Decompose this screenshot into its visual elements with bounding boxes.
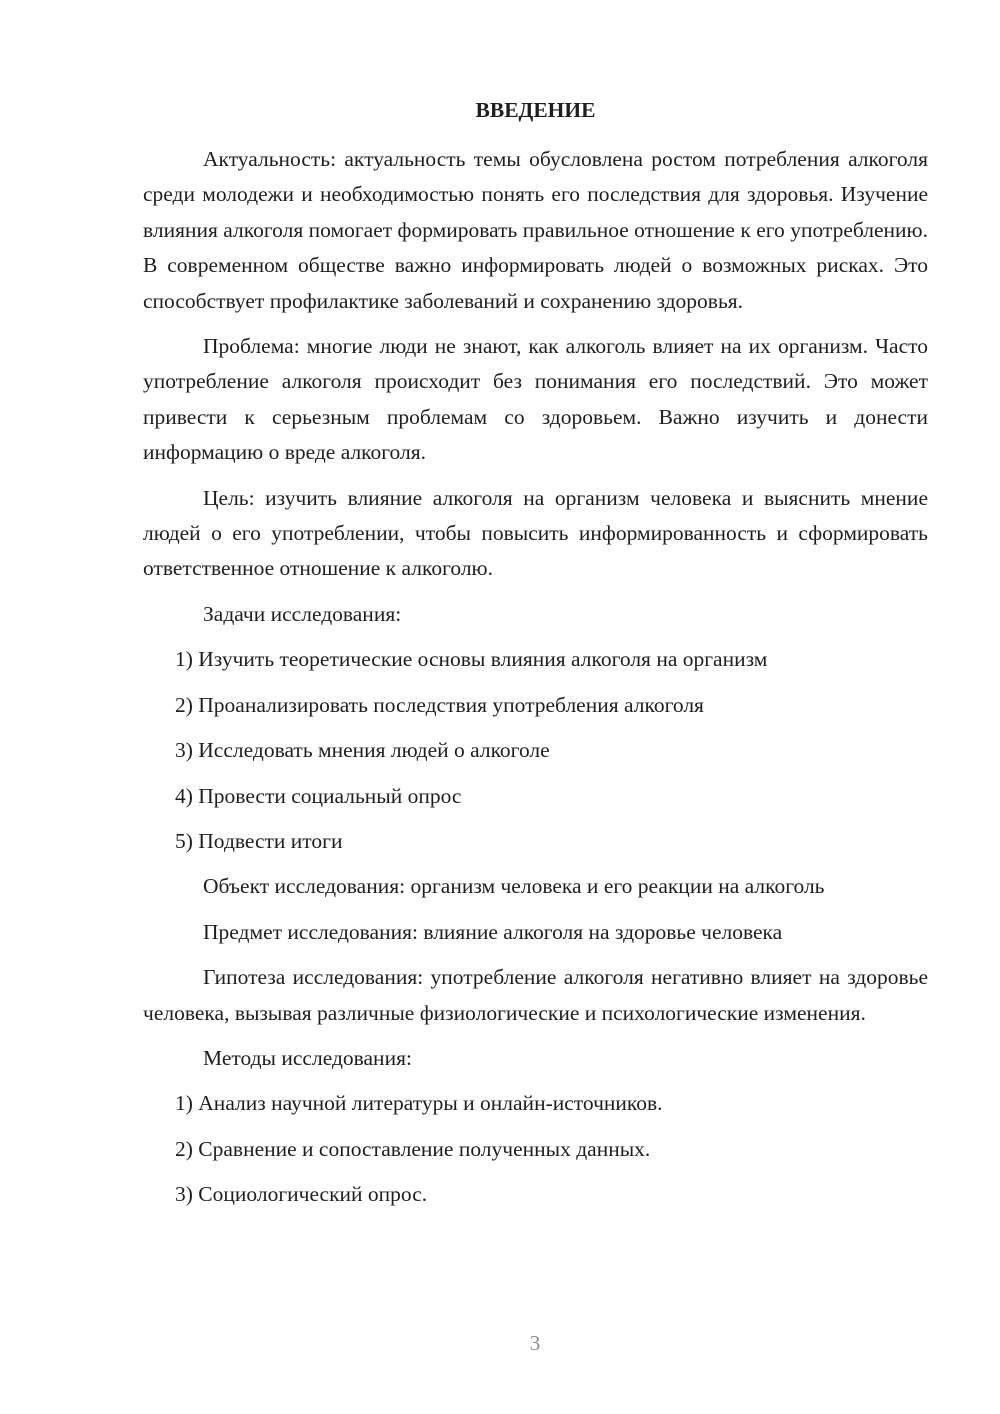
research-hypothesis: Гипотеза исследования: употребление алкоголя негативно влияет на здоровье человека, вызывая различные физиологические и психологические изменения. (143, 965, 928, 1025)
page-number: 3 (529, 1331, 541, 1355)
task-item: 3) Исследовать мнения людей о алкоголе (175, 738, 550, 763)
research-subject: Предмет исследования: влияние алкоголя на здоровье человека (203, 919, 783, 944)
problem-paragraph: Проблема: многие люди не знают, как алкоголь влияет на их организм. Часто употребление алкоголя происходит без понимания его последствий. Это может привести к серьезным проблемам со здоровьем. Важно изучить и донести информацию о вреде алкоголя. (143, 334, 928, 465)
method-item: 3) Социологический опрос. (175, 1182, 428, 1207)
research-object: Объект исследования: организм человека и его реакции на алкоголь (203, 874, 825, 899)
method-item: 1) Анализ научной литературы и онлайн-источников. (175, 1091, 663, 1116)
method-item: 2) Сравнение и сопоставление полученных данных. (175, 1136, 651, 1161)
task-item: 1) Изучить теоретические основы влияния алкоголя на организм (175, 647, 768, 672)
task-item: 2) Проанализировать последствия употребления алкоголя (175, 692, 704, 717)
tasks-heading: Задачи исследования: (203, 601, 402, 626)
task-item: 5) Подвести итоги (175, 828, 343, 853)
goal-paragraph: Цель: изучить влияние алкоголя на организм человека и выяснить мнение людей о его употреблении, чтобы повысить информированность и сформировать ответственное отношение к алкоголю. (143, 485, 928, 581)
page-content (143, 92, 928, 1223)
methods-heading: Методы исследования: (203, 1045, 412, 1070)
page-title: ВВЕДЕНИЕ (475, 98, 596, 122)
relevance-paragraph: Актуальность: актуальность темы обусловлена ростом потребления алкоголя среди молодежи и необходимостью понять его последствия для здоровья. Изучение влияния алкоголя помогает формировать правильное отношение к его употреблению. В современном обществе важно информировать людей о возможных рисках. Это способствует профилактике заболеваний и сохранению здоровья. (143, 147, 928, 313)
task-item: 4) Провести социальный опрос (175, 783, 462, 808)
